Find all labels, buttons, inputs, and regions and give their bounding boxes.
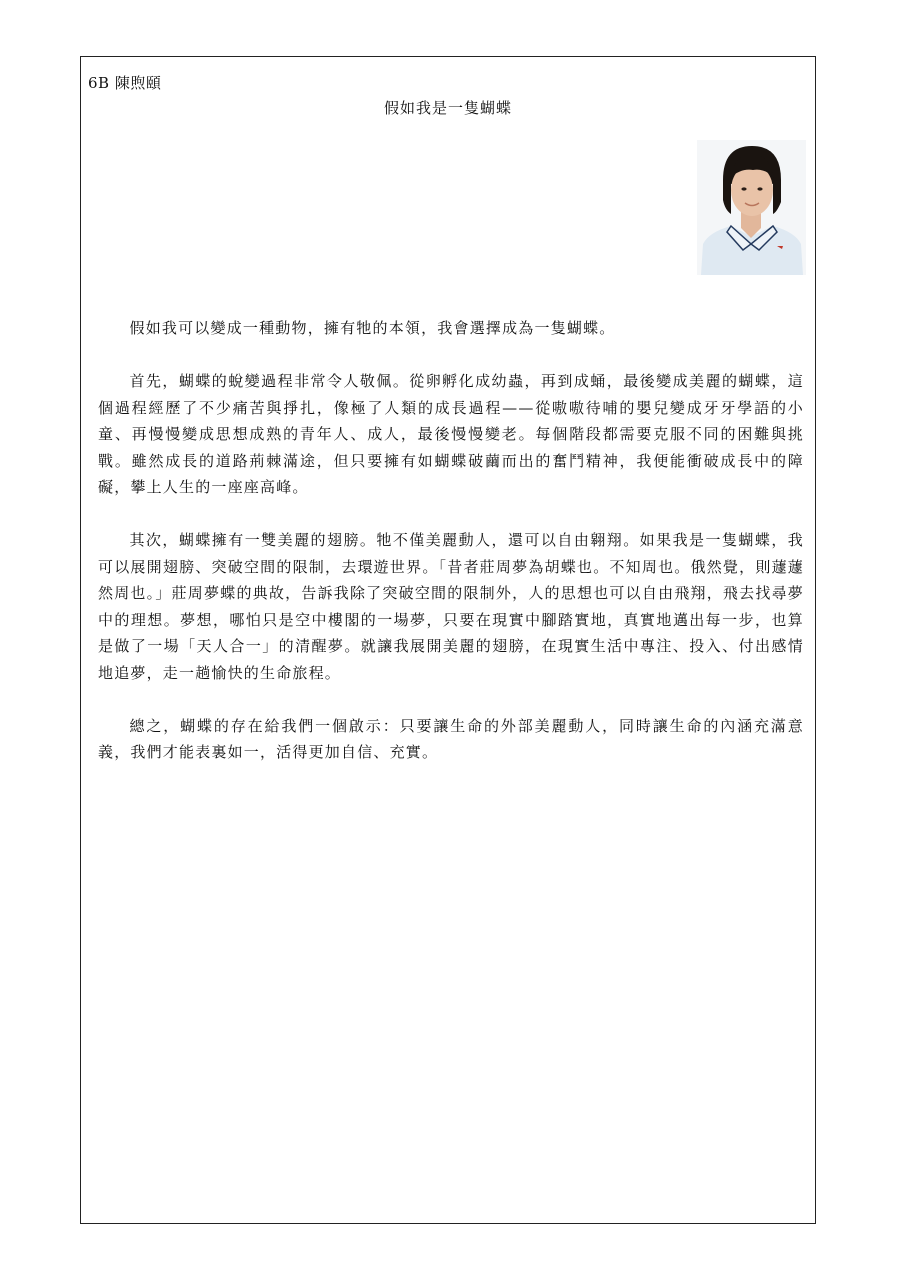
essay-paragraph: 其次，蝴蝶擁有一雙美麗的翅膀。牠不僅美麗動人，還可以自由翱翔。如果我是一隻蝴蝶，我可以展開翅膀、突破空間的限制，去環遊世界。「昔者莊周夢為胡蝶也。不知周也。俄然覺，則蘧蘧然周也。」莊周夢蝶的典故，告訴我除了突破空間的限制外，人的思想也可以自由飛翔，飛去找尋夢中的理想。夢想，哪怕只是空中樓閣的一場夢，只要在現實中腳踏實地，真實地邁出每一步，也算是做了一場「天人合一」的清醒夢。就讓我展開美麗的翅膀，在現實生活中專注、投入、付出感情地追夢，走一趟愉快的生命旅程。	[98, 531, 804, 682]
essay-body	[98, 315, 804, 792]
author-label: 6B 陳煦頤	[88, 74, 162, 92]
student-photo	[697, 140, 806, 275]
essay-paragraph: 假如我可以變成一種動物，擁有牠的本領，我會選擇成為一隻蝴蝶。	[129, 319, 616, 337]
portrait-image	[697, 140, 806, 275]
essay-title: 假如我是一隻蝴蝶	[383, 99, 512, 117]
essay-paragraph: 總之，蝴蝶的存在給我們一個啟示：只要讓生命的外部美麗動人，同時讓生命的內涵充滿意義，我們才能表裏如一，活得更加自信、充實。	[98, 716, 804, 761]
essay-paragraph: 首先，蝴蝶的蛻變過程非常令人敬佩。從卵孵化成幼蟲，再到成蛹，最後變成美麗的蝴蝶，這個過程經歷了不少痛苦與掙扎，像極了人類的成長過程——從嗷嗷待哺的嬰兒變成牙牙學語的小童、再慢慢變成思想成熟的青年人、成人，最後慢慢變老。每個階段都需要克服不同的困難與挑戰。雖然成長的道路荊棘滿途，但只要擁有如蝴蝶破繭而出的奮鬥精神，我便能衝破成長中的障礙，攀上人生的一座座高峰。	[98, 372, 804, 496]
